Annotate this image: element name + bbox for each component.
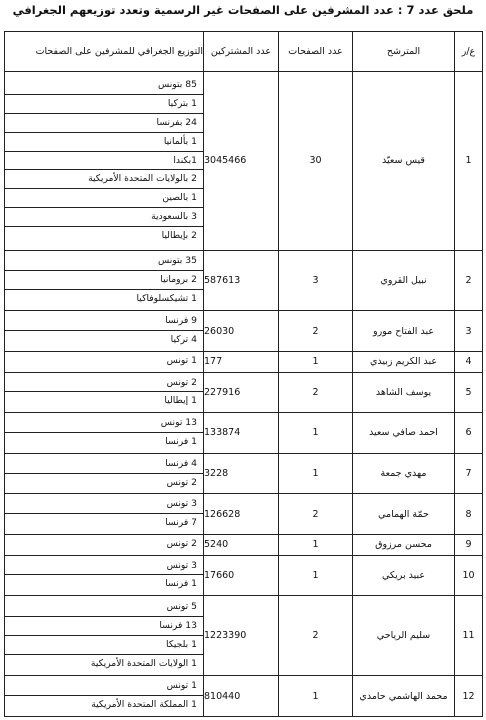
table-row xyxy=(5,250,483,310)
table-row xyxy=(5,676,483,717)
distribution-line: 1 المملكة المتحدة الأمريكية xyxy=(91,699,197,711)
candidate-name: حمّة الهمامي xyxy=(353,494,455,535)
candidate-name: يوسف الشاهد xyxy=(353,372,455,413)
pages-count: 1 xyxy=(279,534,353,555)
subscribers-count: 126628 xyxy=(204,494,279,535)
subscribers-count: 1223390 xyxy=(204,596,279,676)
page-title: ملحق عدد 7 : عدد المشرفين على الصفحات غير الرسمية وتعدد توزيعهم الجغرافي xyxy=(12,3,474,17)
distribution-line: 3 بالسعودية xyxy=(5,208,203,227)
distribution-line: 9 فرنسا xyxy=(5,312,203,331)
distribution-line: 1 إيطاليا xyxy=(164,395,197,407)
candidate-name: مهدي جمعة xyxy=(353,453,455,494)
distribution-line: 2 بالولايات المتحدة الأمريكية xyxy=(5,170,203,189)
table-row xyxy=(5,72,483,251)
distribution-cell xyxy=(5,534,204,555)
header-pages: عدد الصفحات xyxy=(279,32,353,72)
row-number: 12 xyxy=(455,676,483,717)
subscribers-count: 3228 xyxy=(204,453,279,494)
distribution-line: 1 بتركيا xyxy=(5,95,203,114)
row-number: 6 xyxy=(455,413,483,454)
distribution-line: 1 بألمانيا xyxy=(5,133,203,152)
candidates-table xyxy=(4,31,483,717)
distribution-line: 1بكندا xyxy=(5,152,203,171)
distribution-line: 85 بتونس xyxy=(5,76,203,95)
distribution-cell xyxy=(5,351,204,372)
distribution-line: 13 فرنسا xyxy=(5,617,203,636)
row-number: 7 xyxy=(455,453,483,494)
distribution-cell xyxy=(5,596,204,676)
distribution-cell xyxy=(5,494,204,535)
pages-count: 2 xyxy=(279,311,353,352)
row-number: 1 xyxy=(455,72,483,251)
table-row xyxy=(5,534,483,555)
table-row xyxy=(5,311,483,352)
pages-count: 1 xyxy=(279,413,353,454)
header-distribution: التوزيع الجغرافي للمشرفين على الصفحات xyxy=(5,32,204,72)
candidate-name: محسن مرزوق xyxy=(353,534,455,555)
distribution-line: 1 تونس xyxy=(5,677,203,696)
row-number: 5 xyxy=(455,372,483,413)
distribution-cell xyxy=(5,413,204,454)
distribution-line: 2 تونس xyxy=(5,374,203,393)
subscribers-count: 227916 xyxy=(204,372,279,413)
distribution-line: 1 بالصين xyxy=(5,189,203,208)
distribution-cell xyxy=(5,555,204,596)
row-number: 3 xyxy=(455,311,483,352)
pages-count: 2 xyxy=(279,596,353,676)
pages-count: 1 xyxy=(279,555,353,596)
table-row xyxy=(5,351,483,372)
distribution-cell xyxy=(5,250,204,310)
pages-count: 1 xyxy=(279,351,353,372)
table-row xyxy=(5,596,483,676)
table-row xyxy=(5,372,483,413)
distribution-line: 4 فرنسا xyxy=(5,455,203,474)
header-subscribers: عدد المشتركين xyxy=(204,32,279,72)
row-number: 9 xyxy=(455,534,483,555)
distribution-line: 2 بإيطاليا xyxy=(161,229,197,241)
pages-count: 2 xyxy=(279,494,353,535)
distribution-line: 1 بلجيكا xyxy=(5,636,203,655)
distribution-cell xyxy=(5,676,204,717)
row-number: 10 xyxy=(455,555,483,596)
subscribers-count: 26030 xyxy=(204,311,279,352)
distribution-line: 35 بتونس xyxy=(5,252,203,271)
row-number: 2 xyxy=(455,250,483,310)
candidate-name: محمد الهاشمي حامدي xyxy=(353,676,455,717)
pages-count: 2 xyxy=(279,372,353,413)
subscribers-count: 587613 xyxy=(204,250,279,310)
distribution-line: 2 برومانيا xyxy=(5,271,203,290)
pages-count: 1 xyxy=(279,453,353,494)
distribution-line: 3 تونس xyxy=(5,495,203,514)
distribution-line: 1 فرنسا xyxy=(165,578,197,590)
distribution-line: 5 تونس xyxy=(5,598,203,617)
distribution-line: 2 تونس xyxy=(166,538,197,550)
distribution-line: 1 تونس xyxy=(166,355,197,367)
header-num: ع/ر xyxy=(455,32,483,72)
distribution-line: 7 فرنسا xyxy=(165,517,197,529)
table-row xyxy=(5,453,483,494)
candidate-name: عبد الفتاح مورو xyxy=(353,311,455,352)
pages-count: 3 xyxy=(279,250,353,310)
row-number: 4 xyxy=(455,351,483,372)
candidate-name: احمد صافي سعيد xyxy=(353,413,455,454)
distribution-cell xyxy=(5,72,204,251)
table-row xyxy=(5,555,483,596)
table-body xyxy=(5,72,483,717)
subscribers-count: 17660 xyxy=(204,555,279,596)
candidate-name: سليم الرياحي xyxy=(353,596,455,676)
distribution-line: 2 تونس xyxy=(166,476,197,488)
subscribers-count: 5240 xyxy=(204,534,279,555)
distribution-line: 13 تونس xyxy=(5,414,203,433)
candidate-name: نبيل القروي xyxy=(353,250,455,310)
distribution-cell xyxy=(5,372,204,413)
distribution-line: 1 الولايات المتحدة الأمريكية xyxy=(90,657,197,669)
distribution-line: 1 تشيكسلوفاكيا xyxy=(136,292,197,304)
candidate-name: قيس سعيّد xyxy=(353,72,455,251)
subscribers-count: 177 xyxy=(204,351,279,372)
distribution-line: 1 فرنسا xyxy=(165,435,197,447)
distribution-cell xyxy=(5,453,204,494)
row-number: 8 xyxy=(455,494,483,535)
distribution-line: 4 تركيا xyxy=(170,334,197,346)
distribution-cell xyxy=(5,311,204,352)
pages-count: 1 xyxy=(279,676,353,717)
table-row xyxy=(5,413,483,454)
distribution-line: 3 تونس xyxy=(5,557,203,576)
table-row xyxy=(5,494,483,535)
subscribers-count: 810440 xyxy=(204,676,279,717)
distribution-line: 24 بفرنسا xyxy=(5,114,203,133)
subscribers-count: 3045466 xyxy=(204,72,279,251)
candidate-name: عبيد بريكي xyxy=(353,555,455,596)
candidate-name: عبد الكريم زبيدي xyxy=(353,351,455,372)
row-number: 11 xyxy=(455,596,483,676)
subscribers-count: 133874 xyxy=(204,413,279,454)
header-candidate: المترشح xyxy=(353,32,455,72)
pages-count: 30 xyxy=(279,72,353,251)
table-header-row xyxy=(5,32,483,72)
